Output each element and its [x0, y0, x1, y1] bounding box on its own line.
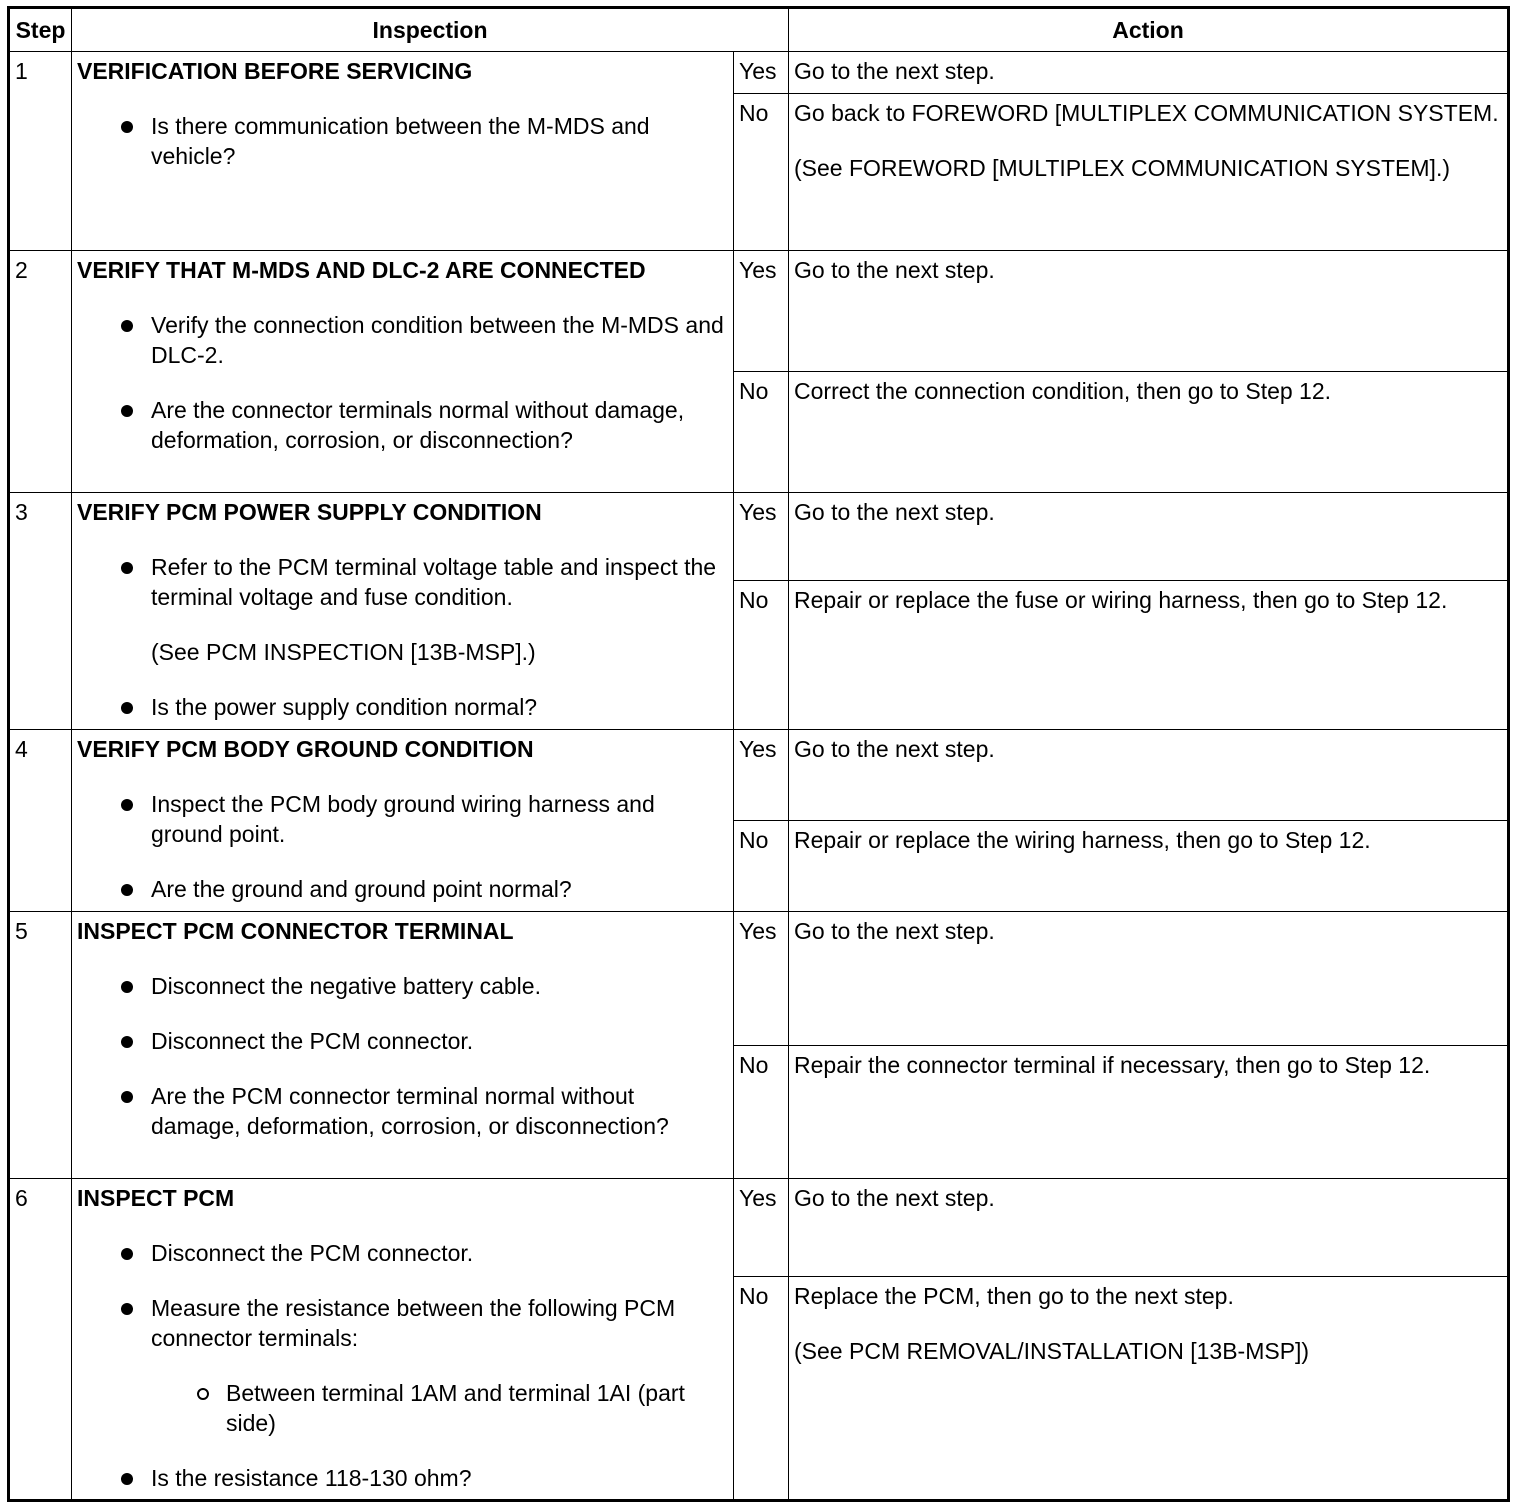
diagnostic-procedure-table: [7, 6, 1510, 1502]
step-2-no-label: No: [734, 372, 789, 493]
step-4-number: 4: [9, 730, 72, 912]
step-1-yes-row: [9, 52, 1509, 94]
step-1-number: 1: [9, 52, 72, 251]
step-6-yes-label: Yes: [734, 1179, 789, 1277]
step-4-bullet-1: Inspect the PCM body ground wiring harness and ground point.: [77, 789, 728, 849]
step-6-title: INSPECT PCM: [77, 1185, 235, 1211]
step-3-bullet-2: Is the power supply condition normal?: [77, 692, 728, 722]
step-5-yes-label: Yes: [734, 912, 789, 1046]
step-5-title: INSPECT PCM CONNECTOR TERMINAL: [77, 918, 514, 944]
step-4-yes-row: [9, 730, 1509, 821]
step-1-yes-action-text: Go to the next step.: [794, 58, 995, 84]
step-5-no-action: [789, 1046, 1509, 1179]
step-3-no-action-text: Repair or replace the fuse or wiring harness, then go to Step 12.: [794, 587, 1448, 613]
step-5-yes-action: [789, 912, 1509, 1046]
step-1-yes-label: Yes: [734, 52, 789, 94]
step-5-no-action-text: Repair the connector terminal if necessary, then go to Step 12.: [794, 1052, 1431, 1078]
step-3-yes-action-text: Go to the next step.: [794, 499, 995, 525]
step-1-bullet-1: Is there communication between the M-MDS and vehicle?: [77, 111, 728, 171]
step-6-no-action-note: (See PCM REMOVAL/INSTALLATION [13B-MSP]): [794, 1338, 1310, 1364]
step-6-bullet-1: Disconnect the PCM connector.: [77, 1238, 728, 1268]
step-5-yes-action-text: Go to the next step.: [794, 918, 995, 944]
step-6-yes-row: [9, 1179, 1509, 1277]
step-3-bullet-1: Refer to the PCM terminal voltage table and inspect the terminal voltage and fuse condition.: [77, 552, 728, 612]
header-step: Step: [9, 8, 72, 52]
step-2-no-action: [789, 372, 1509, 493]
step-1-title: VERIFICATION BEFORE SERVICING: [77, 58, 473, 84]
step-6-bullet-2: Measure the resistance between the following PCM connector terminals:: [77, 1293, 728, 1353]
header-action: Action: [789, 8, 1509, 52]
step-4-no-action-text: Repair or replace the wiring harness, then go to Step 12.: [794, 827, 1371, 853]
step-3-no-action: [789, 581, 1509, 730]
step-2-bullet-1: Verify the connection condition between the M-MDS and DLC-2.: [77, 310, 728, 370]
step-2-yes-row: [9, 251, 1509, 372]
step-2-no-action-text: Correct the connection condition, then go to Step 12.: [794, 378, 1332, 404]
step-1-no-action-note: (See FOREWORD [MULTIPLEX COMMUNICATION SYSTEM].): [794, 155, 1450, 181]
step-6-inspection: [72, 1179, 734, 1501]
step-5-number: 5: [9, 912, 72, 1179]
step-6-yes-action-text: Go to the next step.: [794, 1185, 995, 1211]
step-1-yes-action: [789, 52, 1509, 94]
step-4-yes-action-text: Go to the next step.: [794, 736, 995, 762]
step-3-yes-action: [789, 493, 1509, 581]
step-5-yes-row: [9, 912, 1509, 1046]
header-row: [9, 8, 1509, 52]
step-3-yes-label: Yes: [734, 493, 789, 581]
step-4-no-action: [789, 821, 1509, 912]
step-5-no-label: No: [734, 1046, 789, 1179]
step-4-title: VERIFY PCM BODY GROUND CONDITION: [77, 736, 534, 762]
step-6-number: 6: [9, 1179, 72, 1501]
step-3-title: VERIFY PCM POWER SUPPLY CONDITION: [77, 499, 542, 525]
step-3-yes-row: [9, 493, 1509, 581]
step-5-inspection: [72, 912, 734, 1179]
step-6-no-label: No: [734, 1277, 789, 1501]
step-3-no-label: No: [734, 581, 789, 730]
step-6-bullet-3: Is the resistance 118-130 ohm?: [77, 1463, 728, 1493]
step-5-bullet-2: Disconnect the PCM connector.: [77, 1026, 728, 1056]
step-4-bullet-2: Are the ground and ground point normal?: [77, 874, 728, 904]
header-inspection: Inspection: [72, 8, 789, 52]
step-2-bullet-2: Are the connector terminals normal without damage, deformation, corrosion, or disconnection?: [77, 395, 728, 455]
step-2-yes-label: Yes: [734, 251, 789, 372]
step-6-no-action: [789, 1277, 1509, 1501]
step-6-yes-action: [789, 1179, 1509, 1277]
step-4-inspection: [72, 730, 734, 912]
step-2-yes-action-text: Go to the next step.: [794, 257, 995, 283]
step-4-yes-label: Yes: [734, 730, 789, 821]
step-2-yes-action: [789, 251, 1509, 372]
step-4-yes-action: [789, 730, 1509, 821]
step-6-no-action-text: Replace the PCM, then go to the next step.: [794, 1283, 1234, 1309]
step-3-inspection: [72, 493, 734, 730]
step-6-sub-bullet-1: Between terminal 1AM and terminal 1AI (part side): [77, 1378, 728, 1438]
step-3-note: (See PCM INSPECTION [13B-MSP].): [151, 639, 536, 665]
step-3-number: 3: [9, 493, 72, 730]
step-5-bullet-1: Disconnect the negative battery cable.: [77, 971, 728, 1001]
step-1-no-action: [789, 94, 1509, 251]
step-2-inspection: [72, 251, 734, 493]
step-2-title: VERIFY THAT M-MDS AND DLC-2 ARE CONNECTED: [77, 257, 646, 283]
step-1-inspection: [72, 52, 734, 251]
step-2-number: 2: [9, 251, 72, 493]
step-5-bullet-3: Are the PCM connector terminal normal without damage, deformation, corrosion, or disconnection?: [77, 1081, 728, 1141]
step-1-no-action-text: Go back to FOREWORD [MULTIPLEX COMMUNICATION SYSTEM.: [794, 100, 1499, 126]
step-1-no-label: No: [734, 94, 789, 251]
step-4-no-label: No: [734, 821, 789, 912]
